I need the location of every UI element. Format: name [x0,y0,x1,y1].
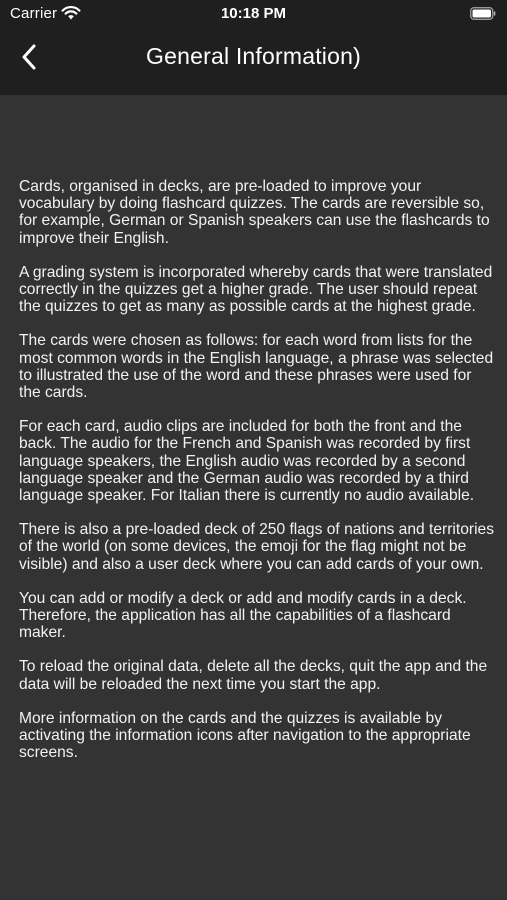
paragraph-selection: The cards were chosen as follows: for each word from lists for the most common words in the English language, a phrase was selected to illustrated the use of the word and these phrases were used for the cards. [19,332,494,402]
page-title: General Information) [146,43,361,69]
battery-icon [470,7,496,20]
paragraph-more-info: More information on the cards and the quizzes is available by activating the information icons after navigation to the appropriate screens. [19,709,471,762]
paragraph-decks: Cards, organised in decks, are pre-loaded to improve your vocabulary by doing flashcard quizzes. The cards are reversible so, for example, German or Spanish speakers can use the flashcards to improve their English. [19,178,490,247]
paragraph-reload: To reload the original data, delete all the decks, quit the app and the data will be reloaded the next time you start the app. [19,658,488,693]
navigation-bar [0,30,507,95]
status-bar [0,0,507,30]
paragraph-grading: A grading system is incorporated whereby cards that were translated correctly in the quizzes get a higher grade. The user should repeat the quizzes to get as many as possible cards at the highest grade. [19,263,493,316]
status-time: 10:18 PM [220,5,287,22]
paragraph-flags: There is also a pre-loaded deck of 250 flags of nations and territories of the world (on some devices, the emoji for the flag might not be visible) and also a user deck where you can add cards of your own. [19,521,495,573]
paragraph-audio: For each card, audio clips are included for both the front and the back. The audio for the French and Spanish was recorded by first language speakers, the English audio was recorded by a second language speaker and the German audio was recorded by a third language speaker. For Italian there is currently no audio available. [19,418,475,505]
carrier-label: Carrier [10,5,58,22]
paragraph-modify: You can add or modify a deck or add and modify cards in a deck. Therefore, the application has all the capabilities of a flashcard maker. [19,589,467,642]
top-bar [0,0,507,95]
info-text [19,178,495,778]
